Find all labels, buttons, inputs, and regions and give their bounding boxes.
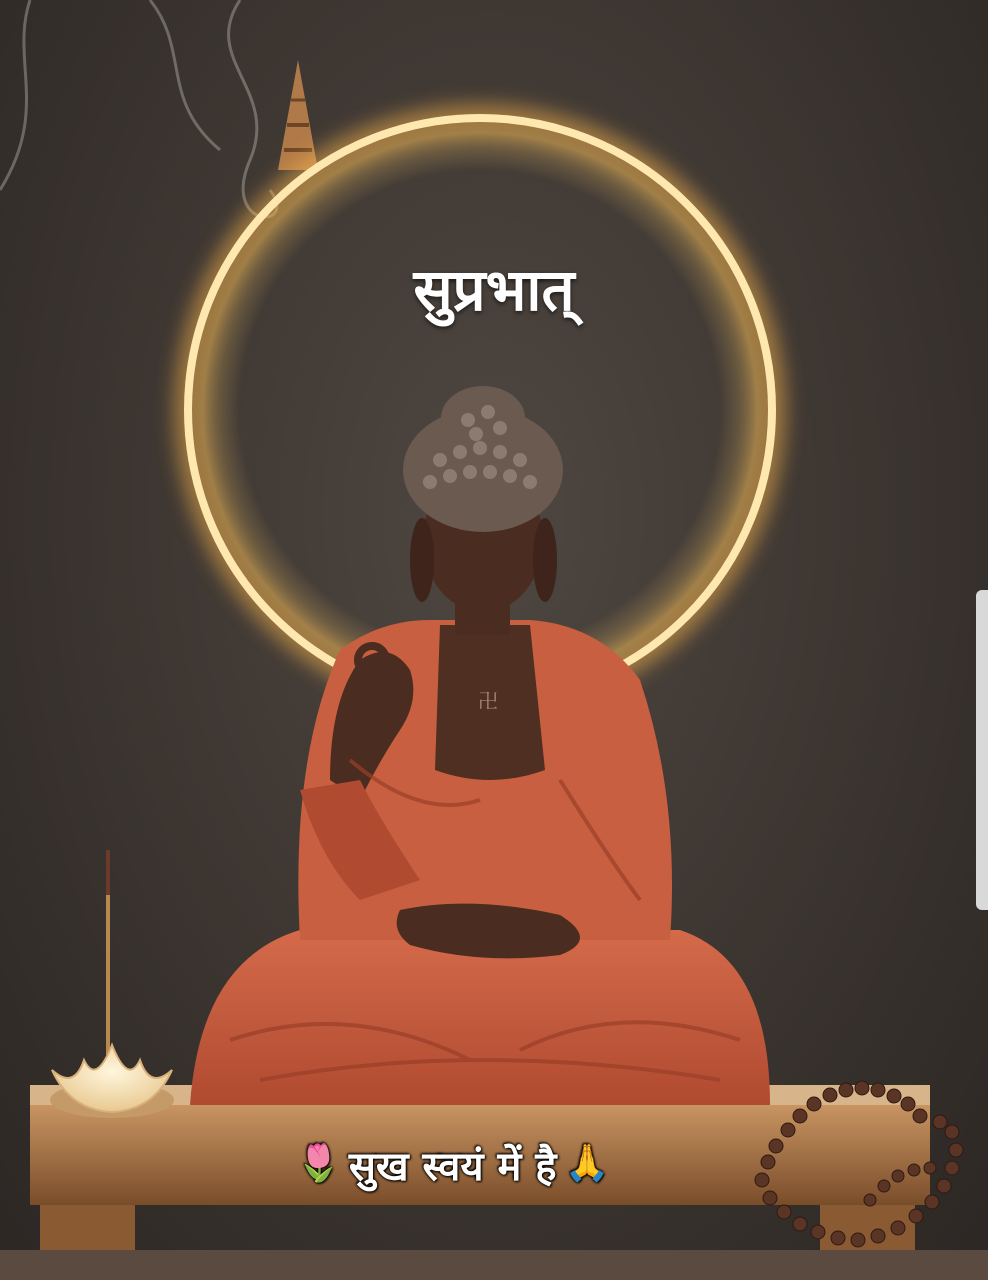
tulip-icon: 🌷 bbox=[296, 1143, 341, 1184]
folded-hands-icon: 🙏 bbox=[564, 1143, 610, 1184]
edge-scroll-handle[interactable] bbox=[976, 590, 988, 910]
caption-text: सुख स्वयं में है bbox=[348, 1143, 557, 1190]
caption bbox=[296, 1134, 609, 1194]
incense-smoke bbox=[0, 0, 277, 217]
lotus-holder-icon bbox=[50, 1045, 174, 1118]
greeting-text: सुप्रभात् bbox=[413, 256, 575, 324]
svg-text:卍: 卍 bbox=[478, 689, 498, 713]
incense-cone-icon bbox=[278, 60, 318, 170]
